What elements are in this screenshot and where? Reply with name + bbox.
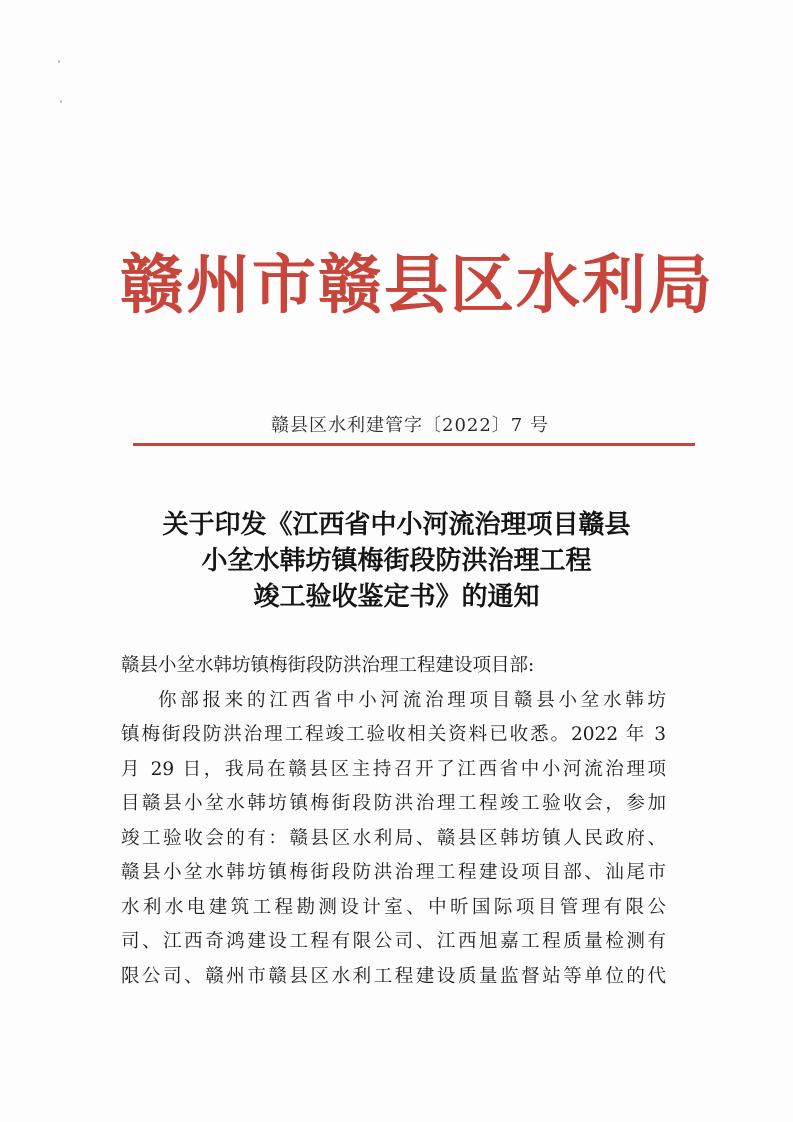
body-line: 司、江西奇鸿建设工程有限公司、江西旭嘉工程质量检测有 — [121, 931, 666, 952]
body-line: 水利水电建筑工程勘测设计室、中昕国际项目管理有限公 — [121, 896, 666, 918]
issuing-authority-header: 赣州市赣县区水利局 — [120, 249, 714, 323]
salutation: 赣县小坌水韩坊镇梅街段防洪治理工程建设项目部: — [121, 655, 535, 676]
red-header-rule — [133, 443, 695, 446]
scan-artifact — [60, 100, 62, 103]
body-line: 目赣县小坌水韩坊镇梅街段防洪治理工程竣工验收会，参加 — [121, 793, 666, 814]
body-line: 镇梅街段防洪治理工程竣工验收相关资料已收悉。2022 年 3 — [121, 724, 666, 745]
title-line: 小坌水韩坊镇梅街段防洪治理工程 — [201, 546, 592, 576]
title-line: 竣工验收鉴定书》的通知 — [253, 582, 540, 612]
document-title — [100, 507, 693, 615]
body-line: 你部报来的江西省中小河流治理项目赣县小坌水韩坊 — [158, 689, 666, 711]
body-line: 限公司、赣州市赣县区水利工程建设质量监督站等单位的代 — [121, 965, 666, 987]
body-line: 赣县小坌水韩坊镇梅街段防洪治理工程建设项目部、汕尾市 — [121, 862, 666, 883]
body-line: 竣工验收会的有：赣县区水利局、赣县区韩坊镇人民政府、 — [121, 827, 666, 849]
document-body — [121, 649, 666, 994]
title-line: 关于印发《江西省中小河流治理项目赣县 — [162, 510, 631, 540]
body-line: 月 29 日，我局在赣县区主持召开了江西省中小河流治理项 — [121, 758, 666, 780]
scan-artifact — [58, 60, 60, 63]
document-number: 赣县区水利建管字〔2022〕7 号 — [271, 415, 549, 436]
